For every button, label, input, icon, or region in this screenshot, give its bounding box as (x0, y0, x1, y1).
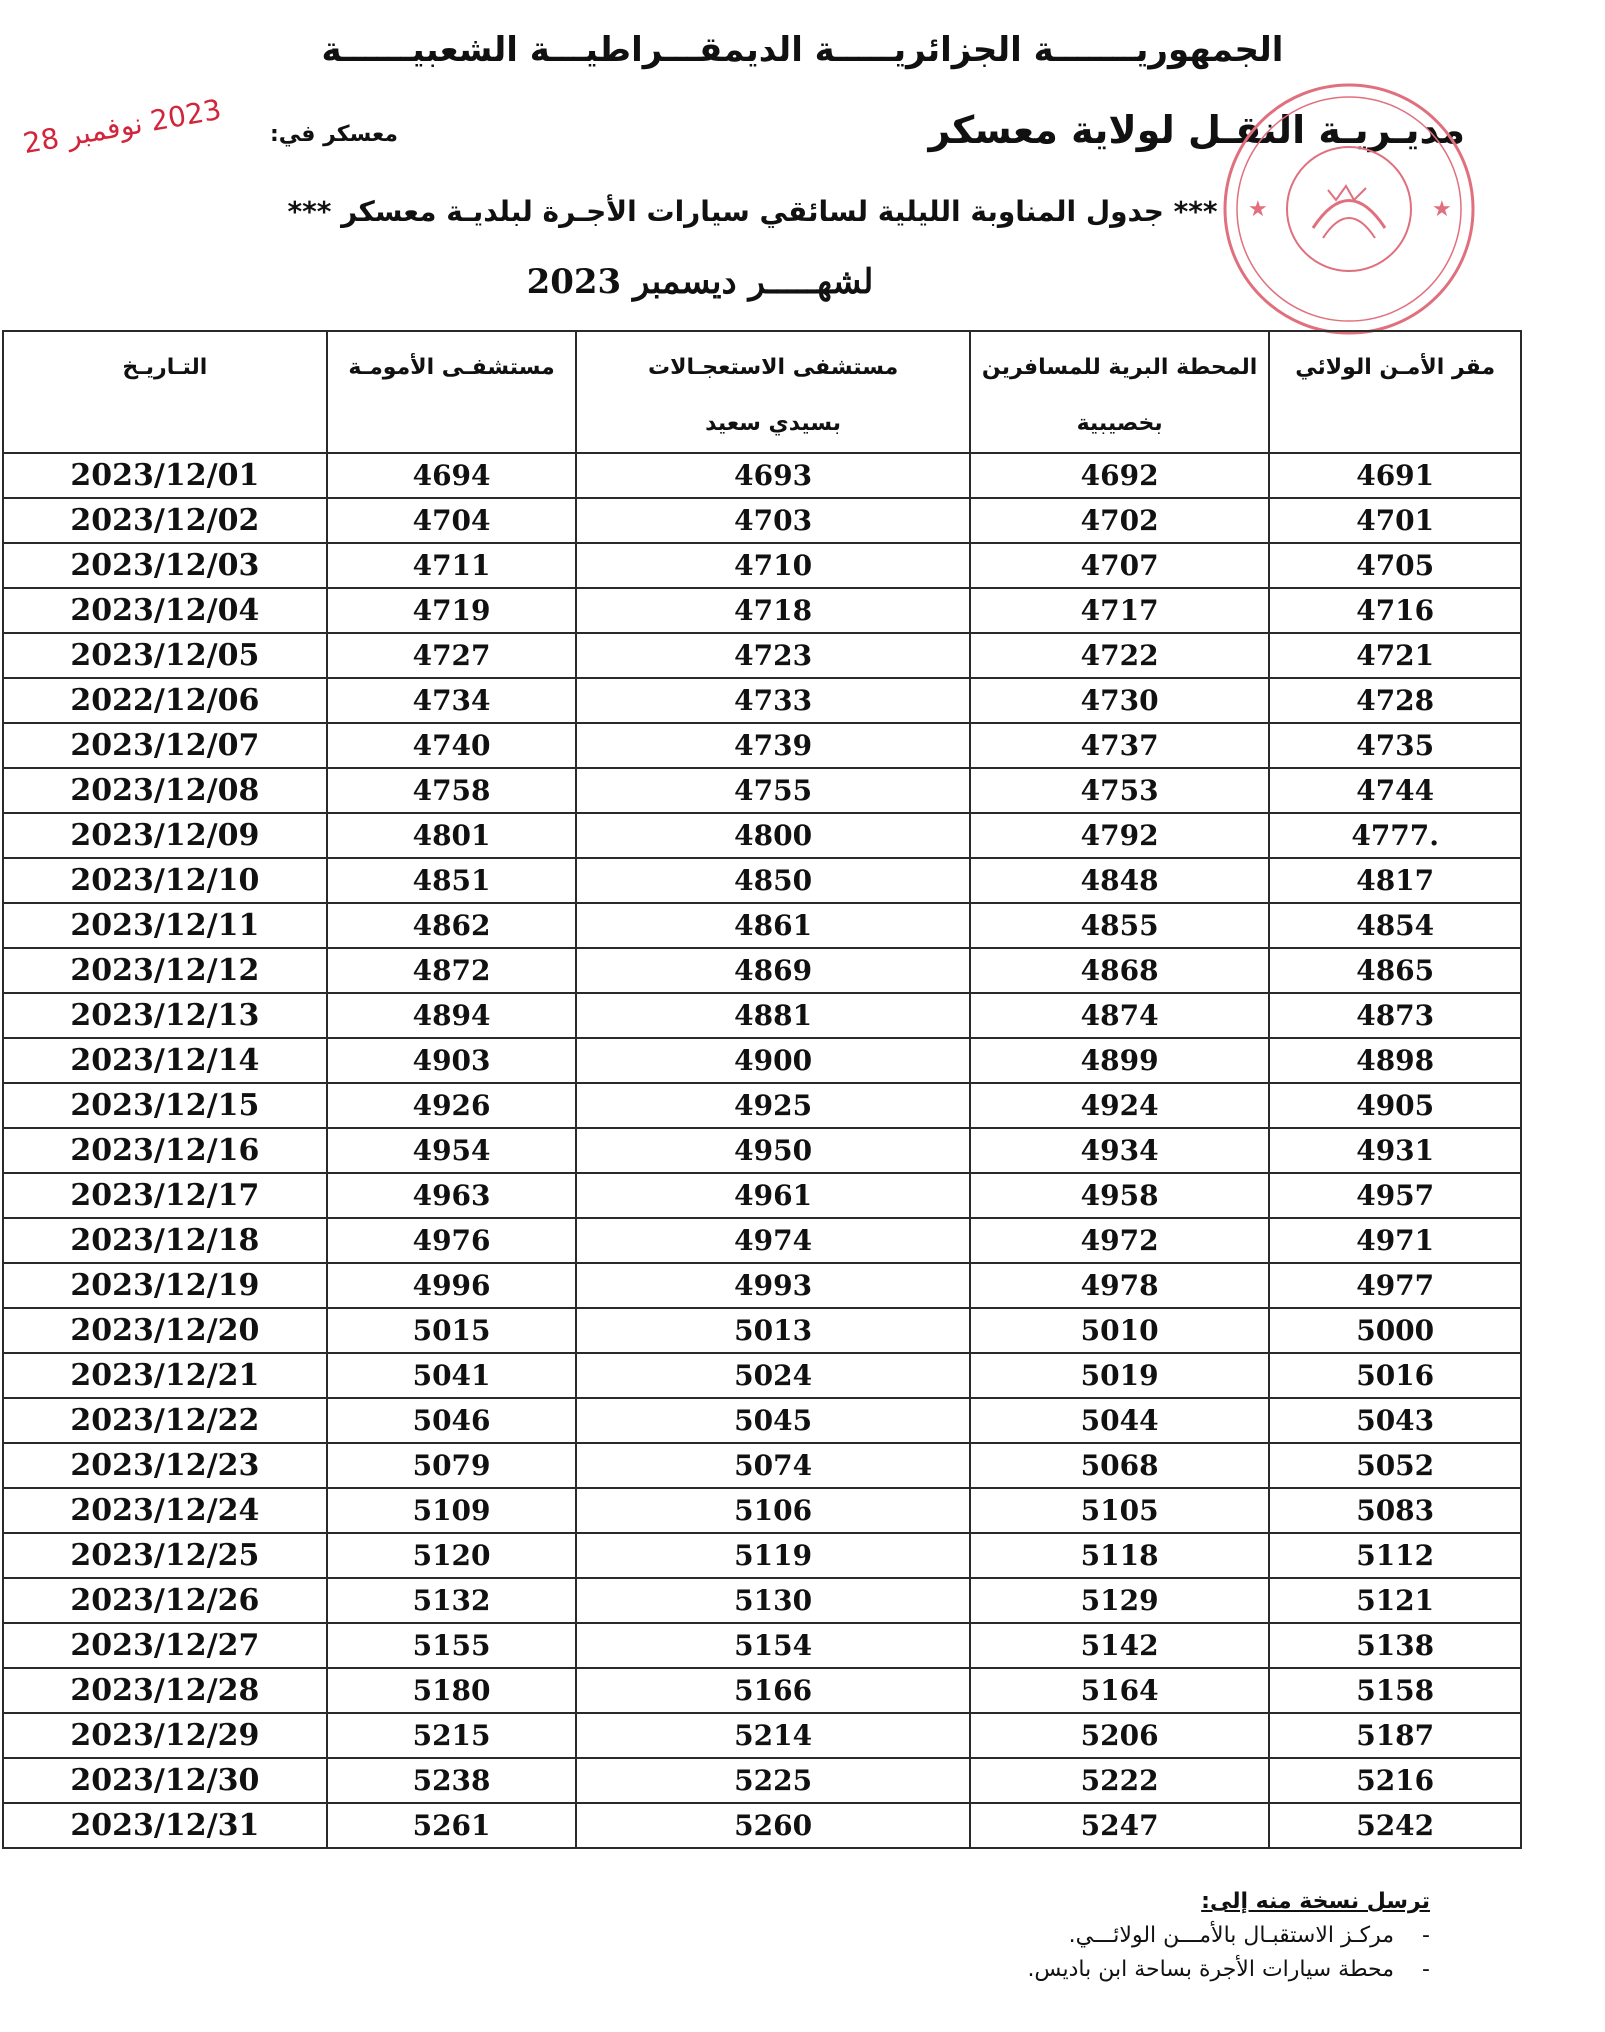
cell-maternity-hospital: 4894 (327, 993, 577, 1038)
header-maternity-hospital-line1: مستشفـى الأمومـة (348, 355, 555, 380)
cell-bus-station: 5044 (970, 1398, 1270, 1443)
copies-heading: ترسل نسخة منه إلى: (1201, 1889, 1430, 1914)
cell-bus-station: 4924 (970, 1083, 1270, 1128)
cell-police-hq: 5052 (1269, 1443, 1521, 1488)
cell-date: 2023/12/02 (3, 498, 327, 543)
cell-bus-station: 4868 (970, 948, 1270, 993)
header-bus-station-line2: بخصيبية (1076, 411, 1163, 436)
table-row (3, 1443, 1521, 1488)
cell-date: 2023/12/25 (3, 1533, 327, 1578)
table-row (3, 1263, 1521, 1308)
cell-bus-station: 5222 (970, 1758, 1270, 1803)
cell-maternity-hospital: 4963 (327, 1173, 577, 1218)
cell-bus-station: 5247 (970, 1803, 1270, 1848)
cell-emergency-hospital: 4974 (576, 1218, 969, 1263)
cell-emergency-hospital: 4950 (576, 1128, 969, 1173)
cell-bus-station: 4702 (970, 498, 1270, 543)
cell-bus-station: 4737 (970, 723, 1270, 768)
cell-emergency-hospital: 4693 (576, 453, 969, 498)
table-row (3, 723, 1521, 768)
cell-emergency-hospital: 4861 (576, 903, 969, 948)
list-item-text: مركـز الاستقبـال بالأمـــن الولائـــي. (1068, 1923, 1394, 1948)
cell-date: 2023/12/20 (3, 1308, 327, 1353)
cell-police-hq: 4691 (1269, 453, 1521, 498)
svg-text:★: ★ (1248, 197, 1268, 222)
cell-date: 2023/12/01 (3, 453, 327, 498)
header-maternity-hospital (327, 331, 577, 453)
directorate-heading: مديـريـة النقـل لولاية معسكر (928, 108, 1465, 152)
cell-emergency-hospital: 4850 (576, 858, 969, 903)
cell-police-hq: 5016 (1269, 1353, 1521, 1398)
cell-police-hq: 5121 (1269, 1578, 1521, 1623)
cell-police-hq: 4735 (1269, 723, 1521, 768)
cell-police-hq: 4931 (1269, 1128, 1521, 1173)
cell-bus-station: 5118 (970, 1533, 1270, 1578)
header-emergency-hospital-line1: مستشفى الاستعجـالات (648, 355, 899, 380)
cell-date: 2023/12/28 (3, 1668, 327, 1713)
cell-police-hq: 4873 (1269, 993, 1521, 1038)
cell-emergency-hospital: 4703 (576, 498, 969, 543)
copies-section (1027, 1885, 1430, 1987)
cell-emergency-hospital: 4961 (576, 1173, 969, 1218)
cell-police-hq: 5242 (1269, 1803, 1521, 1848)
cell-maternity-hospital: 4851 (327, 858, 577, 903)
cell-maternity-hospital: 5238 (327, 1758, 577, 1803)
header-bus-station (970, 331, 1270, 453)
copies-list (1027, 1919, 1430, 1987)
table-row (3, 1488, 1521, 1533)
cell-emergency-hospital: 5225 (576, 1758, 969, 1803)
cell-emergency-hospital: 4993 (576, 1263, 969, 1308)
cell-emergency-hospital: 5130 (576, 1578, 969, 1623)
cell-maternity-hospital: 5015 (327, 1308, 577, 1353)
cell-maternity-hospital: 5041 (327, 1353, 577, 1398)
table-row (3, 1218, 1521, 1263)
cell-date: 2023/12/03 (3, 543, 327, 588)
cell-date: 2023/12/18 (3, 1218, 327, 1263)
cell-bus-station: 4707 (970, 543, 1270, 588)
cell-bus-station: 5142 (970, 1623, 1270, 1668)
table-row (3, 1128, 1521, 1173)
cell-date: 2023/12/26 (3, 1578, 327, 1623)
table-row (3, 1578, 1521, 1623)
cell-police-hq: 4957 (1269, 1173, 1521, 1218)
table-row (3, 1308, 1521, 1353)
cell-date: 2023/12/30 (3, 1758, 327, 1803)
header-date (3, 331, 327, 453)
cell-date: 2023/12/14 (3, 1038, 327, 1083)
cell-police-hq: 4744 (1269, 768, 1521, 813)
cell-police-hq: 4977 (1269, 1263, 1521, 1308)
svg-text:★: ★ (1432, 197, 1452, 222)
cell-bus-station: 4848 (970, 858, 1270, 903)
cell-emergency-hospital: 4755 (576, 768, 969, 813)
table-row (3, 1038, 1521, 1083)
header-police-hq (1269, 331, 1521, 453)
cell-date: 2023/12/24 (3, 1488, 327, 1533)
cell-maternity-hospital: 5109 (327, 1488, 577, 1533)
table-row (3, 1083, 1521, 1128)
cell-police-hq: 5112 (1269, 1533, 1521, 1578)
table-row (3, 1713, 1521, 1758)
cell-emergency-hospital: 5013 (576, 1308, 969, 1353)
cell-date: 2023/12/17 (3, 1173, 327, 1218)
cell-police-hq: 5187 (1269, 1713, 1521, 1758)
header-emergency-hospital-line2: بسيدي سعيد (705, 411, 842, 436)
cell-police-hq: 4905 (1269, 1083, 1521, 1128)
cell-bus-station: 4792 (970, 813, 1270, 858)
cell-bus-station: 5164 (970, 1668, 1270, 1713)
cell-maternity-hospital: 5180 (327, 1668, 577, 1713)
cell-date: 2023/12/29 (3, 1713, 327, 1758)
cell-bus-station: 5206 (970, 1713, 1270, 1758)
cell-emergency-hospital: 5154 (576, 1623, 969, 1668)
cell-bus-station: 4730 (970, 678, 1270, 723)
cell-police-hq: 4865 (1269, 948, 1521, 993)
cell-police-hq: 4705 (1269, 543, 1521, 588)
cell-date: 2023/12/08 (3, 768, 327, 813)
cell-police-hq: 4854 (1269, 903, 1521, 948)
cell-police-hq: .4777 (1269, 813, 1521, 858)
cell-maternity-hospital: 5215 (327, 1713, 577, 1758)
cell-date: 2023/12/22 (3, 1398, 327, 1443)
night-shift-table (2, 330, 1522, 1849)
cell-bus-station: 4722 (970, 633, 1270, 678)
cell-date: 2023/12/04 (3, 588, 327, 633)
table-row (3, 1803, 1521, 1848)
table-row (3, 1668, 1521, 1713)
cell-date: 2023/12/19 (3, 1263, 327, 1308)
table-row (3, 678, 1521, 723)
cell-date: 2023/12/16 (3, 1128, 327, 1173)
header-police-hq-line1: مقر الأمـن الولائي (1295, 355, 1496, 380)
cell-maternity-hospital: 4704 (327, 498, 577, 543)
cell-emergency-hospital: 4710 (576, 543, 969, 588)
cell-maternity-hospital: 5120 (327, 1533, 577, 1578)
cell-emergency-hospital: 5260 (576, 1803, 969, 1848)
schedule-title: *** جدول المناوبة الليلية لسائقي سيارات الأجـرة لبلديـة معسكر *** (287, 195, 1218, 228)
cell-police-hq: 4701 (1269, 498, 1521, 543)
cell-maternity-hospital: 5046 (327, 1398, 577, 1443)
cell-bus-station: 4855 (970, 903, 1270, 948)
cell-maternity-hospital: 4694 (327, 453, 577, 498)
republic-heading: الجمهوريـــــــة الجزائريـــــة الديمقـــراطيـــة الشعبيــــــة (321, 30, 1284, 70)
month-title: لشهـــــر ديسمبر 2023 (526, 262, 874, 302)
cell-maternity-hospital: 4740 (327, 723, 577, 768)
table-row (3, 1353, 1521, 1398)
cell-bus-station: 5019 (970, 1353, 1270, 1398)
place-label: معسكر في: (270, 122, 399, 147)
cell-emergency-hospital: 5119 (576, 1533, 969, 1578)
cell-emergency-hospital: 5166 (576, 1668, 969, 1713)
cell-emergency-hospital: 5024 (576, 1353, 969, 1398)
date-stamp: 2023 نوفمبر 28 (20, 92, 224, 161)
cell-police-hq: 4971 (1269, 1218, 1521, 1263)
cell-police-hq: 4721 (1269, 633, 1521, 678)
table-row (3, 948, 1521, 993)
cell-bus-station: 5129 (970, 1578, 1270, 1623)
cell-emergency-hospital: 4718 (576, 588, 969, 633)
table-row (3, 768, 1521, 813)
cell-date: 2023/12/15 (3, 1083, 327, 1128)
cell-bus-station: 4717 (970, 588, 1270, 633)
cell-date: 2023/12/10 (3, 858, 327, 903)
cell-maternity-hospital: 4758 (327, 768, 577, 813)
cell-date: 2023/12/11 (3, 903, 327, 948)
cell-bus-station: 4972 (970, 1218, 1270, 1263)
cell-emergency-hospital: 4800 (576, 813, 969, 858)
cell-date: 2023/12/07 (3, 723, 327, 768)
cell-emergency-hospital: 4723 (576, 633, 969, 678)
cell-emergency-hospital: 5214 (576, 1713, 969, 1758)
list-dash: - (1422, 1923, 1430, 1948)
cell-police-hq: 4817 (1269, 858, 1521, 903)
cell-maternity-hospital: 5132 (327, 1578, 577, 1623)
cell-emergency-hospital: 4733 (576, 678, 969, 723)
cell-emergency-hospital: 4869 (576, 948, 969, 993)
cell-police-hq: 5083 (1269, 1488, 1521, 1533)
list-item (1027, 1919, 1430, 1953)
cell-bus-station: 4899 (970, 1038, 1270, 1083)
header-emergency-hospital (576, 331, 969, 453)
cell-maternity-hospital: 4976 (327, 1218, 577, 1263)
cell-date: 2022/12/06 (3, 678, 327, 723)
cell-police-hq: 4716 (1269, 588, 1521, 633)
table-row (3, 1533, 1521, 1578)
table-row (3, 813, 1521, 858)
cell-bus-station: 5105 (970, 1488, 1270, 1533)
table-row (3, 633, 1521, 678)
cell-maternity-hospital: 5261 (327, 1803, 577, 1848)
table-row (3, 453, 1521, 498)
table-row (3, 543, 1521, 588)
cell-date: 2023/12/31 (3, 1803, 327, 1848)
cell-date: 2023/12/27 (3, 1623, 327, 1668)
table-header-row (3, 331, 1521, 453)
cell-maternity-hospital: 4862 (327, 903, 577, 948)
list-item-text: محطة سيارات الأجرة بساحة ابن باديس. (1027, 1957, 1394, 1982)
table-row (3, 1758, 1521, 1803)
cell-date: 2023/12/13 (3, 993, 327, 1038)
cell-maternity-hospital: 4996 (327, 1263, 577, 1308)
cell-date: 2023/12/05 (3, 633, 327, 678)
list-item (1027, 1953, 1430, 1987)
list-dash: - (1422, 1957, 1430, 1982)
cell-date: 2023/12/21 (3, 1353, 327, 1398)
table-row (3, 588, 1521, 633)
cell-maternity-hospital: 4719 (327, 588, 577, 633)
cell-police-hq: 5043 (1269, 1398, 1521, 1443)
cell-emergency-hospital: 4881 (576, 993, 969, 1038)
cell-bus-station: 4934 (970, 1128, 1270, 1173)
header-date-line1: التـاريـخ (122, 355, 208, 380)
cell-bus-station: 4958 (970, 1173, 1270, 1218)
cell-maternity-hospital: 4734 (327, 678, 577, 723)
cell-date: 2023/12/12 (3, 948, 327, 993)
header-bus-station-line1: المحطة البرية للمسافرين (981, 355, 1258, 380)
cell-maternity-hospital: 4926 (327, 1083, 577, 1128)
cell-bus-station: 5010 (970, 1308, 1270, 1353)
cell-emergency-hospital: 5106 (576, 1488, 969, 1533)
cell-maternity-hospital: 5079 (327, 1443, 577, 1488)
table-row (3, 993, 1521, 1038)
cell-police-hq: 5000 (1269, 1308, 1521, 1353)
cell-bus-station: 4978 (970, 1263, 1270, 1308)
cell-emergency-hospital: 4739 (576, 723, 969, 768)
cell-emergency-hospital: 4900 (576, 1038, 969, 1083)
cell-date: 2023/12/09 (3, 813, 327, 858)
cell-maternity-hospital: 4954 (327, 1128, 577, 1173)
cell-bus-station: 4692 (970, 453, 1270, 498)
cell-police-hq: 4898 (1269, 1038, 1521, 1083)
cell-bus-station: 4753 (970, 768, 1270, 813)
table-row (3, 1173, 1521, 1218)
cell-police-hq: 4728 (1269, 678, 1521, 723)
table-row (3, 1398, 1521, 1443)
cell-bus-station: 4874 (970, 993, 1270, 1038)
table-row (3, 1623, 1521, 1668)
cell-maternity-hospital: 4903 (327, 1038, 577, 1083)
cell-emergency-hospital: 5045 (576, 1398, 969, 1443)
cell-maternity-hospital: 4727 (327, 633, 577, 678)
cell-bus-station: 5068 (970, 1443, 1270, 1488)
cell-maternity-hospital: 4711 (327, 543, 577, 588)
cell-police-hq: 5138 (1269, 1623, 1521, 1668)
table-row (3, 498, 1521, 543)
cell-emergency-hospital: 5074 (576, 1443, 969, 1488)
table-row (3, 858, 1521, 903)
table-row (3, 903, 1521, 948)
cell-police-hq: 5158 (1269, 1668, 1521, 1713)
cell-police-hq: 5216 (1269, 1758, 1521, 1803)
cell-maternity-hospital: 4872 (327, 948, 577, 993)
cell-date: 2023/12/23 (3, 1443, 327, 1488)
cell-maternity-hospital: 5155 (327, 1623, 577, 1668)
cell-emergency-hospital: 4925 (576, 1083, 969, 1128)
cell-maternity-hospital: 4801 (327, 813, 577, 858)
table-body (3, 453, 1521, 1848)
